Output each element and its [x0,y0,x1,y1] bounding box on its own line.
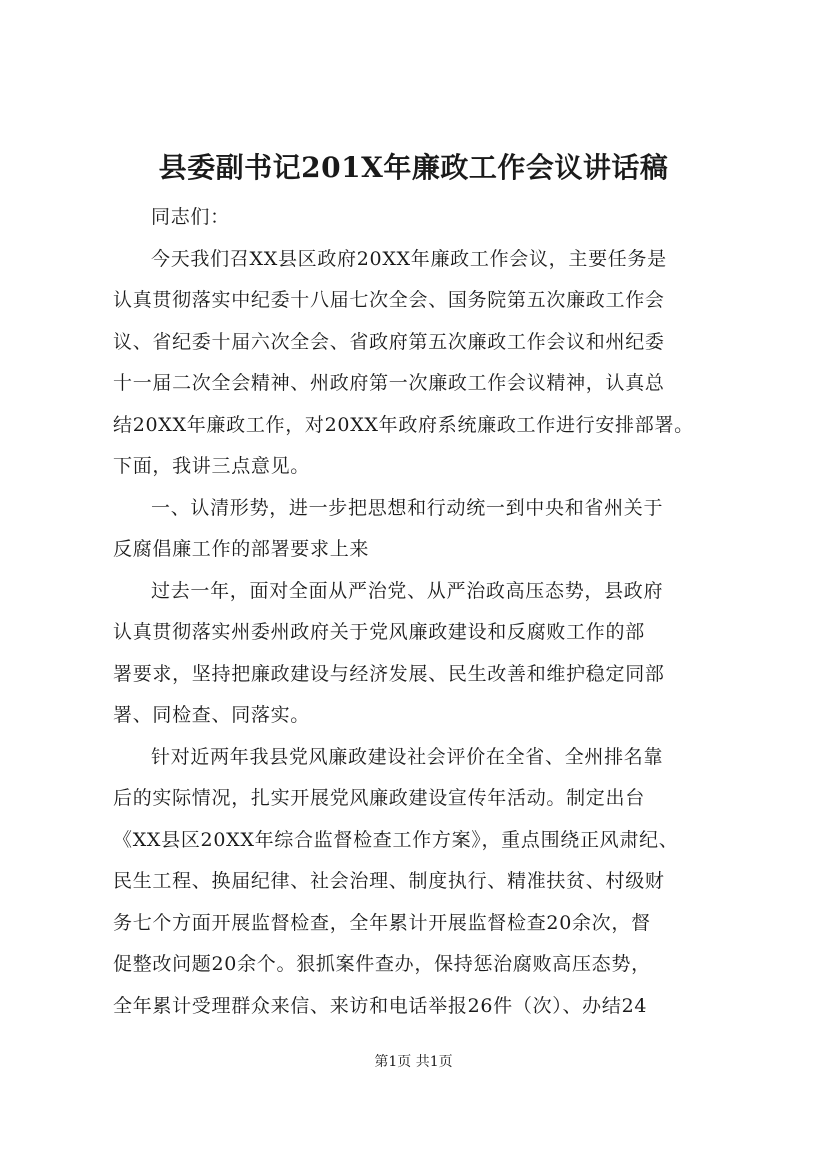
body-line: 下面，我讲三点意见。 [113,455,311,477]
body-line: 过去一年，面对全面从严治党、从严治政高压态势，县政府 [151,579,664,602]
body-line: 同志们： [151,206,230,228]
page-footer: 第1页 共1页 [374,1054,453,1070]
body-line: 署要求，坚持把廉政建设与经济发展、民生改善和维护稳定同部 [113,662,665,685]
body-line: 一、认清形势，进一步把思想和行动统一到中央和省州关于 [151,496,664,519]
body-line: 针对近两年我县党风廉政建设社会评价在全省、全州排名靠 [151,745,664,768]
document-title: 县委副书记201X年廉政工作会议讲话稿 [158,151,669,184]
body-line: 务七个方面开展监督检查，全年累计开展监督检查20余次，督 [113,911,651,934]
body-line: 后的实际情况，扎实开展党风廉政建设宣传年活动。制定出台 [113,787,645,809]
body-line: 今天我们召XX县区政府20XX年廉政工作会议，主要任务是 [151,247,667,270]
body-line: 民生工程、换届纪律、社会治理、制度执行、精准扶贫、村级财 [113,870,665,892]
body-line: 反腐倡廉工作的部署要求上来 [113,538,370,560]
body-line: 十一届二次全会精神、州政府第一次廉政工作会议精神，认真总 [113,372,665,394]
body-line: 结20XX年廉政工作，对20XX年政府系统廉政工作进行安排部署。 [113,413,694,436]
body-line: 认真贯彻落实中纪委十八届七次全会、国务院第五次廉政工作会 [113,289,665,311]
body-line: 议、省纪委十届六次全会、省政府第五次廉政工作会议和州纪委 [113,330,665,353]
body-line: 署、同检查、同落实。 [113,704,311,726]
body-line: 《XX县区20XX年综合监督检查工作方案》，重点围绕正风肃纪、 [113,828,679,851]
document-body [113,197,723,1027]
body-line: 认真贯彻落实州委州政府关于党风廉政建设和反腐败工作的部 [113,621,645,643]
body-line: 全年累计受理群众来信、来访和电话举报26件（次）、办结24 [113,994,648,1017]
body-line: 促整改问题20余个。狠抓案件查办，保持惩治腐败高压态势， [113,953,651,975]
